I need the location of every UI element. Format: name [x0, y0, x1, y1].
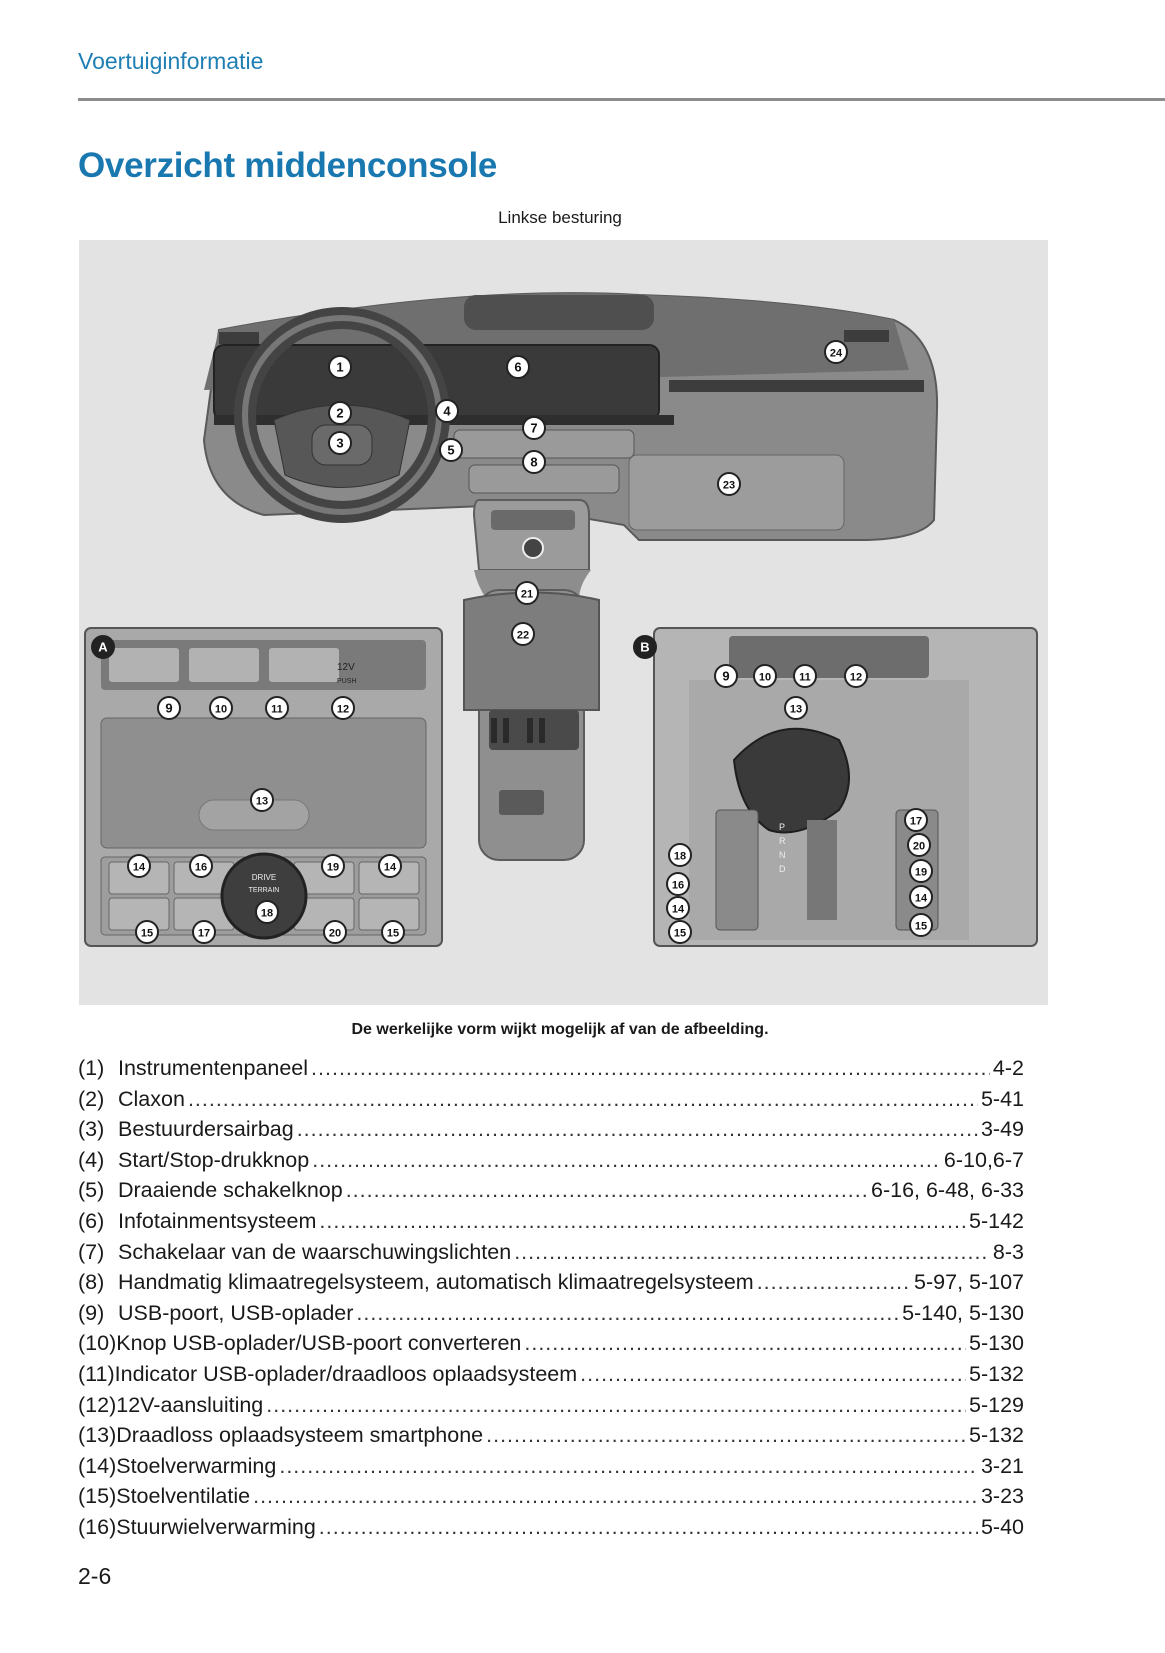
svg-text:14: 14 — [383, 861, 397, 874]
toc-label: Knop USB-oplader/USB-poort converteren — [116, 1331, 522, 1356]
page-title: Overzicht middenconsole — [78, 146, 498, 185]
callout-21 — [516, 582, 538, 604]
svg-text:22: 22 — [516, 629, 530, 642]
toc-page-ref: 8-3 — [992, 1239, 1024, 1264]
toc-label: Bestuurdersairbag — [118, 1117, 294, 1142]
figure-caption: De werkelijke vorm wijkt mogelijk af van de afbeelding. — [351, 1021, 769, 1038]
callout-a-12 — [332, 697, 354, 719]
svg-text:14: 14 — [671, 903, 685, 916]
svg-text:A: A — [98, 639, 108, 655]
toc-leader — [514, 1240, 990, 1265]
toc-number: (12) — [78, 1392, 117, 1417]
callout-b-11 — [794, 665, 816, 687]
toc-leader — [311, 1056, 990, 1081]
callout-a-19 — [322, 855, 344, 877]
toc-number: (6) — [78, 1208, 105, 1233]
dashboard-illustration — [79, 240, 1048, 1005]
toc-number: (14) — [78, 1453, 117, 1478]
callout-1 — [329, 356, 351, 378]
toc-number: (4) — [78, 1147, 105, 1172]
callout-b-14 — [910, 886, 932, 908]
toc-row — [78, 1484, 1024, 1515]
toc-row — [78, 1240, 1024, 1271]
toc-list — [78, 1056, 1024, 1546]
svg-text:3: 3 — [336, 435, 344, 451]
svg-text:9: 9 — [722, 668, 730, 684]
svg-text:13: 13 — [789, 703, 803, 716]
toc-page-ref: 4-2 — [992, 1056, 1024, 1080]
toc-number: (5) — [78, 1178, 105, 1203]
callout-b-10 — [754, 665, 776, 687]
toc-leader — [524, 1331, 966, 1356]
callout-7 — [523, 417, 545, 439]
toc-label: Draadloss oplaadsysteem smartphone — [116, 1423, 484, 1448]
toc-leader — [266, 1393, 966, 1418]
svg-text:24: 24 — [829, 347, 843, 360]
callout-23 — [718, 473, 740, 495]
toc-label: Claxon — [118, 1086, 185, 1111]
svg-text:13: 13 — [255, 795, 269, 808]
toc-label: Schakelaar van de waarschuwingslichten — [118, 1239, 512, 1264]
toc-leader — [279, 1454, 978, 1479]
toc-row — [78, 1056, 1024, 1087]
callout-a-9 — [158, 697, 180, 719]
toc-page-ref: 5-140, 5-130 — [902, 1300, 1024, 1325]
svg-text:14: 14 — [132, 861, 146, 874]
svg-text:10: 10 — [758, 671, 772, 684]
toc-row — [78, 1270, 1024, 1301]
callout-a-14 — [128, 855, 150, 877]
toc-number: (2) — [78, 1086, 105, 1111]
toc-number: (11) — [78, 1361, 115, 1386]
toc-label: Infotainmentsysteem — [118, 1208, 317, 1233]
toc-label: Stoelventilatie — [116, 1484, 251, 1509]
callout-b-20 — [908, 834, 930, 856]
gear-p-label: P — [779, 822, 786, 832]
toc-label: Draaiende schakelknop — [118, 1178, 343, 1203]
svg-text:1: 1 — [336, 359, 344, 375]
toc-row — [78, 1331, 1024, 1362]
toc-page-ref: 3-21 — [980, 1453, 1024, 1478]
svg-text:23: 23 — [722, 479, 736, 492]
toc-leader — [356, 1301, 899, 1326]
callout-b-13 — [785, 697, 807, 719]
svg-text:15: 15 — [673, 927, 687, 940]
callout-b-12 — [845, 665, 867, 687]
toc-row — [78, 1362, 1024, 1393]
toc-leader — [188, 1087, 978, 1112]
callout-b-14 — [667, 897, 689, 919]
inset-a-letter — [92, 636, 114, 658]
gear-r-label: R — [779, 836, 786, 846]
callout-a-10 — [210, 697, 232, 719]
figure-label: Linkse besturing — [498, 208, 622, 227]
svg-text:20: 20 — [912, 840, 926, 853]
page-number: 2-6 — [78, 1563, 112, 1589]
svg-text:11: 11 — [799, 671, 811, 684]
toc-label: Indicator USB-oplader/draadloos oplaadsysteem — [114, 1361, 578, 1386]
callout-a-14 — [379, 855, 401, 877]
callout-b-15 — [910, 914, 932, 936]
svg-text:12: 12 — [849, 671, 863, 684]
svg-text:17: 17 — [909, 815, 923, 828]
svg-text:5: 5 — [447, 442, 455, 458]
toc-page-ref: 3-23 — [980, 1484, 1024, 1509]
toc-page-ref: 5-132 — [969, 1361, 1024, 1386]
toc-row — [78, 1178, 1024, 1209]
toc-page-ref: 5-40 — [980, 1514, 1024, 1539]
toc-number: (8) — [78, 1270, 105, 1295]
toc-row — [78, 1515, 1024, 1546]
callout-a-18 — [256, 901, 278, 923]
svg-text:16: 16 — [194, 861, 208, 874]
toc-label: Stoelverwarming — [116, 1453, 277, 1478]
svg-text:9: 9 — [165, 700, 173, 716]
callout-5 — [440, 439, 462, 461]
toc-leader — [297, 1117, 978, 1142]
gear-n-label: N — [779, 850, 786, 860]
toc-label: Handmatig klimaatregelsysteem, automatisch klimaatregelsysteem — [118, 1270, 754, 1295]
toc-label: 12V-aansluiting — [116, 1392, 264, 1417]
toc-number: (9) — [78, 1300, 105, 1325]
svg-text:B: B — [640, 639, 650, 655]
toc-page-ref: 5-129 — [969, 1392, 1024, 1417]
inset-a-push-label: PUSH — [337, 678, 357, 685]
svg-text:7: 7 — [530, 420, 538, 436]
toc-number: (10) — [78, 1331, 117, 1356]
callout-b-19 — [910, 860, 932, 882]
toc-page-ref: 5-132 — [969, 1423, 1024, 1448]
callout-a-11 — [266, 697, 288, 719]
callout-a-17 — [193, 921, 215, 943]
callout-6 — [507, 356, 529, 378]
svg-text:11: 11 — [271, 703, 283, 716]
toc-page-ref: 6-10,6-7 — [943, 1147, 1024, 1172]
toc-row — [78, 1087, 1024, 1118]
toc-row — [78, 1117, 1024, 1148]
toc-leader — [346, 1178, 868, 1203]
svg-text:4: 4 — [443, 403, 451, 419]
toc-label: Stuurwielverwarming — [116, 1514, 316, 1539]
callout-a-16 — [190, 855, 212, 877]
toc-row — [78, 1148, 1024, 1179]
svg-text:18: 18 — [260, 907, 274, 920]
toc-number: (1) — [78, 1056, 105, 1080]
svg-text:16: 16 — [671, 879, 685, 892]
toc-page-ref: 5-130 — [969, 1331, 1024, 1356]
header-rule — [78, 98, 1165, 101]
knob-drive-label: DRIVE — [251, 873, 277, 882]
toc-label: Start/Stop-drukknop — [118, 1147, 310, 1172]
toc-number: (7) — [78, 1239, 105, 1264]
toc-row — [78, 1423, 1024, 1454]
toc-number: (15) — [78, 1484, 117, 1509]
callout-a-15 — [136, 921, 158, 943]
toc-row — [78, 1454, 1024, 1485]
svg-text:18: 18 — [673, 850, 687, 863]
toc-leader — [312, 1148, 941, 1173]
svg-text:20: 20 — [328, 927, 342, 940]
svg-text:12: 12 — [336, 703, 350, 716]
callout-b-16 — [667, 873, 689, 895]
toc-leader — [319, 1209, 966, 1234]
toc-row — [78, 1393, 1024, 1424]
callout-24 — [825, 341, 847, 363]
callout-b-17 — [905, 809, 927, 831]
svg-text:21: 21 — [520, 588, 534, 601]
toc-label: Instrumentenpaneel — [118, 1056, 309, 1080]
section-header: Voertuiginformatie — [78, 48, 264, 74]
toc-label: USB-poort, USB-oplader — [118, 1300, 354, 1325]
inset-b-letter — [634, 636, 656, 658]
svg-text:14: 14 — [914, 892, 928, 905]
callout-b-15 — [669, 921, 691, 943]
callout-4 — [436, 400, 458, 422]
toc-number: (16) — [78, 1514, 117, 1539]
toc-page-ref: 5-41 — [980, 1086, 1024, 1111]
toc-row — [78, 1301, 1024, 1332]
callout-2 — [329, 402, 351, 424]
svg-text:15: 15 — [914, 920, 928, 933]
svg-text:6: 6 — [514, 359, 522, 375]
svg-text:19: 19 — [914, 866, 928, 879]
toc-leader — [253, 1484, 978, 1509]
callout-b-9 — [715, 665, 737, 687]
svg-text:2: 2 — [336, 405, 344, 421]
callout-a-15 — [382, 921, 404, 943]
toc-number: (13) — [78, 1423, 117, 1448]
callout-8 — [523, 451, 545, 473]
toc-leader — [486, 1423, 966, 1448]
toc-row — [78, 1209, 1024, 1240]
toc-leader — [757, 1270, 911, 1295]
svg-text:17: 17 — [197, 927, 211, 940]
toc-leader — [580, 1362, 966, 1387]
toc-page-ref: 5-142 — [969, 1208, 1024, 1233]
svg-text:15: 15 — [140, 927, 154, 940]
toc-page-ref: 5-97, 5-107 — [914, 1270, 1024, 1295]
toc-page-ref: 3-49 — [980, 1117, 1024, 1142]
callout-a-20 — [324, 921, 346, 943]
toc-number: (3) — [78, 1117, 105, 1142]
knob-terrain-label: TERRAIN — [248, 887, 280, 894]
svg-text:19: 19 — [326, 861, 340, 874]
gear-d-label: D — [779, 864, 786, 874]
svg-text:8: 8 — [530, 454, 538, 470]
callout-a-13 — [251, 789, 273, 811]
svg-text:15: 15 — [386, 927, 400, 940]
callout-b-18 — [669, 844, 691, 866]
inset-a-12v-label: 12V — [337, 662, 355, 673]
callout-3 — [329, 432, 351, 454]
svg-text:10: 10 — [214, 703, 228, 716]
toc-page-ref: 6-16, 6-48, 6-33 — [871, 1178, 1024, 1203]
callout-22 — [512, 623, 534, 645]
toc-leader — [319, 1515, 978, 1540]
